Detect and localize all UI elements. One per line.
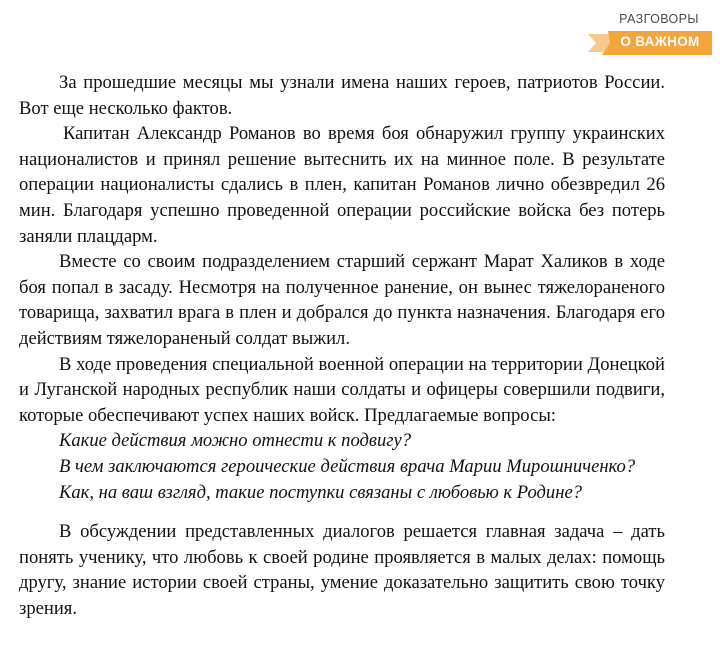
paragraph-1: За прошедшие месяцы мы узнали имена наших героев, патриотов России. Вот еще несколько фактов. [19,72,665,119]
paragraph-4: В ходе проведения специальной военной операции на территории Донецкой и Луганской народных республик наши солдаты и офицеры совершили подвиги, которые обеспечивают успех наших войск. Предлагаемые вопросы: [19,353,665,426]
questions-list [19,428,665,505]
question-1: Какие действия можно отнести к подвигу? [59,430,412,452]
logo-bottom-text: О ВАЖНОМ [620,34,700,49]
document-body [19,70,665,621]
paragraph-2: Капитан Александр Романов во время боя обнаружил группу украинских националистов и принял решение вытеснить их на минное поле. В результате операции националисты сдались в плен, капитан Романов лично обезвредил 26 мин. Благодаря успешно проведенной операции российские войска без потерь заняли плацдарм. [19,123,665,247]
closing-paragraph: В обсуждении представленных диалогов решается главная задача – дать понять ученику, что любовь к своей родине проявляется в малых делах: помощь другу, знание истории своей страны, умение доказательно защитить свою точку зрения. [19,521,665,619]
logo-razgovory-o-vazhnom [588,10,712,60]
question-2: В чем заключаются героические действия врача Марии Мирошниченко? [59,455,636,477]
logo-top-text: РАЗГОВОРЫ [619,12,699,26]
question-3: Как, на ваш взгляд, такие поступки связаны с любовью к Родине? [59,481,582,503]
logo-ribbon [588,31,712,55]
paragraph-3: Вместе со своим подразделением старший сержант Марат Халиков в ходе боя попал в засаду. Несмотря на полученное ранение, он вынес тяжелораненого товарища, захватил врага в плен и добрался до пункта назначения. Благодаря его действиям тяжелораненый солдат выжил. [19,251,665,349]
spacer [19,505,665,519]
